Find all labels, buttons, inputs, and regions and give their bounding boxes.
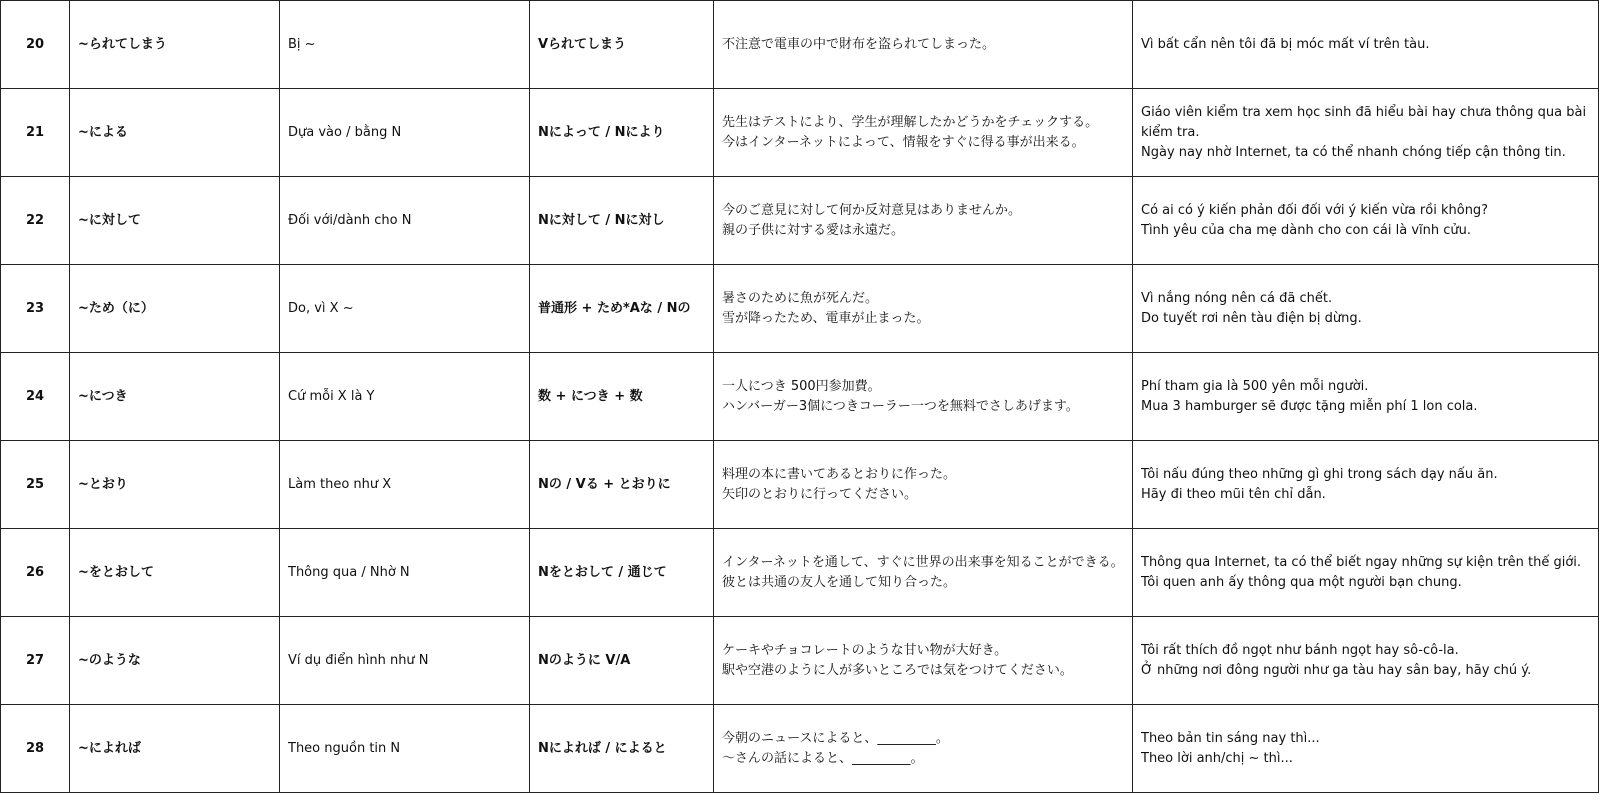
row-number: 22 [1, 177, 70, 265]
grammar-structure: Vられてしまう [530, 1, 714, 89]
example-line: 親の子供に対する愛は永遠だ。 [722, 222, 905, 238]
example-line: 今朝のニュースによると、_________。 [722, 730, 949, 746]
japanese-example [714, 1, 1133, 89]
vietnamese-translation [1133, 617, 1599, 705]
grammar-meaning: Theo nguồn tin N [280, 705, 530, 793]
translation-line: Tôi rất thích đồ ngọt như bánh ngọt hay sô-cô-la. [1141, 642, 1459, 658]
vietnamese-translation [1133, 705, 1599, 793]
vietnamese-translation [1133, 353, 1599, 441]
japanese-example [714, 617, 1133, 705]
grammar-meaning: Làm theo như X [280, 441, 530, 529]
japanese-example [714, 89, 1133, 177]
vietnamese-translation [1133, 89, 1599, 177]
grammar-meaning: Đối với/dành cho N [280, 177, 530, 265]
japanese-example [714, 177, 1133, 265]
vietnamese-translation [1133, 177, 1599, 265]
translation-line: Mua 3 hamburger sẽ được tặng miễn phí 1 lon cola. [1141, 398, 1478, 414]
table-row [1, 529, 1599, 617]
table-row [1, 617, 1599, 705]
grammar-structure: Nによって / Nにより [530, 89, 714, 177]
translation-line: Thông qua Internet, ta có thể biết ngay những sự kiện trên thế giới. [1141, 554, 1582, 570]
grammar-structure: 数 + につき + 数 [530, 353, 714, 441]
vietnamese-translation [1133, 529, 1599, 617]
japanese-example [714, 353, 1133, 441]
grammar-pattern: ~られてしまう [70, 1, 280, 89]
example-line: 彼とは共通の友人を通して知り合った。 [722, 574, 957, 590]
row-number: 25 [1, 441, 70, 529]
grammar-meaning: Bị ~ [280, 1, 530, 89]
example-line: 暑さのために魚が死んだ。 [722, 290, 879, 306]
table-row [1, 441, 1599, 529]
grammar-meaning: Cứ mỗi X là Y [280, 353, 530, 441]
japanese-example [714, 441, 1133, 529]
example-line: ケーキやチョコレートのような甘い物が大好き。 [722, 642, 1008, 658]
example-line: 料理の本に書いてあるとおりに作った。 [722, 466, 957, 482]
vietnamese-translation [1133, 1, 1599, 89]
row-number: 27 [1, 617, 70, 705]
grammar-pattern: ~ため（に） [70, 265, 280, 353]
vietnamese-translation [1133, 441, 1599, 529]
grammar-meaning: Ví dụ điển hình như N [280, 617, 530, 705]
example-line: 先生はテストにより、学生が理解したかどうかをチェックする。 [722, 114, 1099, 130]
japanese-example [714, 265, 1133, 353]
grammar-structure: Nに対して / Nに対し [530, 177, 714, 265]
translation-line: Tôi nấu đúng theo những gì ghi trong sách dạy nấu ăn. [1141, 466, 1498, 482]
row-number: 28 [1, 705, 70, 793]
grammar-table-body [1, 1, 1599, 793]
grammar-structure: 普通形 + ため*Aな / Nの [530, 265, 714, 353]
vietnamese-translation [1133, 265, 1599, 353]
row-number: 23 [1, 265, 70, 353]
grammar-pattern: ~による [70, 89, 280, 177]
japanese-example [714, 529, 1133, 617]
row-number: 20 [1, 1, 70, 89]
grammar-meaning: Thông qua / Nhờ N [280, 529, 530, 617]
example-line: 一人につき 500円参加費。 [722, 378, 881, 394]
example-line: 雪が降ったため、電車が止まった。 [722, 310, 930, 326]
table-row [1, 1, 1599, 89]
example-line: 矢印のとおりに行ってください。 [722, 486, 918, 502]
grammar-meaning: Dựa vào / bằng N [280, 89, 530, 177]
example-line: 〜さんの話によると、_________。 [722, 750, 924, 766]
japanese-example [714, 705, 1133, 793]
translation-line: Vì bất cẩn nên tôi đã bị móc mất ví trên tàu. [1141, 36, 1430, 52]
grammar-pattern: ~をとおして [70, 529, 280, 617]
grammar-pattern: ~とおり [70, 441, 280, 529]
grammar-pattern: ~に対して [70, 177, 280, 265]
grammar-structure: Nによれば / によると [530, 705, 714, 793]
table-row [1, 353, 1599, 441]
translation-line: Hãy đi theo mũi tên chỉ dẫn. [1141, 486, 1326, 502]
translation-line: Tôi quen anh ấy thông qua một người bạn chung. [1141, 574, 1462, 590]
table-row [1, 265, 1599, 353]
row-number: 24 [1, 353, 70, 441]
grammar-structure: Nの / Vる + とおりに [530, 441, 714, 529]
translation-line: Ở những nơi đông người như ga tàu hay sân bay, hãy chú ý. [1141, 662, 1532, 678]
grammar-pattern: ~によれば [70, 705, 280, 793]
grammar-pattern: ~のような [70, 617, 280, 705]
example-line: ハンバーガー3個につきコーラー一つを無料でさしあげます。 [722, 398, 1079, 414]
translation-line: Giáo viên kiểm tra xem học sinh đã hiểu bài hay chưa thông qua bài kiểm tra. [1141, 104, 1587, 140]
translation-line: Vì nắng nóng nên cá đã chết. [1141, 290, 1333, 306]
example-line: 今はインターネットによって、情報をすぐに得る事が出来る。 [722, 134, 1085, 150]
grammar-structure: Nをとおして / 通じて [530, 529, 714, 617]
grammar-structure: Nのように V/A [530, 617, 714, 705]
row-number: 21 [1, 89, 70, 177]
translation-line: Tình yêu của cha mẹ dành cho con cái là vĩnh cửu. [1141, 222, 1472, 238]
example-line: 今のご意見に対して何か反対意見はありませんか。 [722, 202, 1022, 218]
example-line: インターネットを通して、すぐに世界の出来事を知ることができる。 [722, 554, 1124, 570]
example-line: 駅や空港のように人が多いところでは気をつけてください。 [722, 662, 1073, 678]
row-number: 26 [1, 529, 70, 617]
table-row [1, 177, 1599, 265]
translation-line: Do tuyết rơi nên tàu điện bị dừng. [1141, 310, 1362, 326]
table-row [1, 89, 1599, 177]
grammar-meaning: Do, vì X ~ [280, 265, 530, 353]
translation-line: Có ai có ý kiến phản đối đối với ý kiến vừa rồi không? [1141, 202, 1489, 218]
translation-line: Ngày nay nhờ Internet, ta có thể nhanh chóng tiếp cận thông tin. [1141, 144, 1566, 160]
grammar-pattern: ~につき [70, 353, 280, 441]
translation-line: Phí tham gia là 500 yên mỗi người. [1141, 378, 1369, 394]
example-line: 不注意で電車の中で財布を盗られてしまった。 [722, 36, 996, 52]
translation-line: Theo bản tin sáng nay thì... [1141, 730, 1320, 746]
translation-line: Theo lời anh/chị ~ thì... [1141, 750, 1293, 766]
table-row [1, 705, 1599, 793]
